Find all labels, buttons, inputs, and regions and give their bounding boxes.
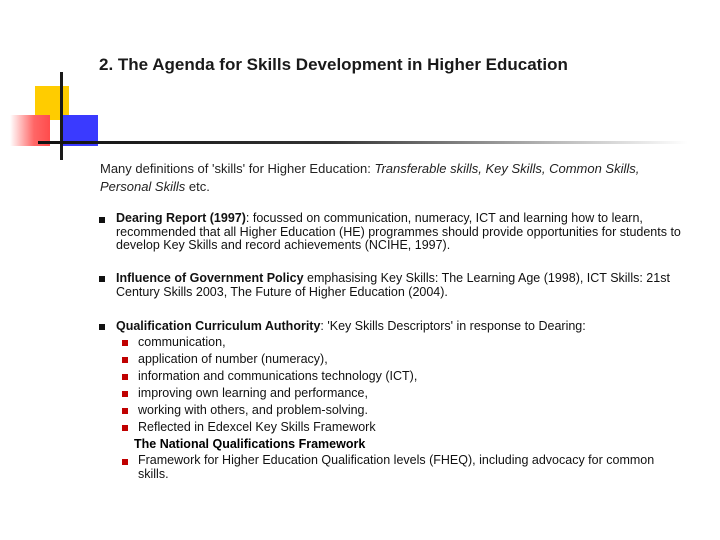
bullet-text: emphasising Key Skills: The Learning Age (1998), ICT Skills: 21st Century Skills 2003, The Future of Higher Education (2004). [116, 271, 670, 299]
bullet-icon [122, 391, 128, 397]
intro-italic: Transferable skills, Key Skills, Common Skills, Personal Skills [100, 161, 640, 194]
sub-item-working: working with others, and problem-solving. [116, 403, 668, 420]
sub-list [116, 335, 668, 481]
intro-end: etc. [185, 179, 210, 194]
bullet-icon [122, 408, 128, 414]
bullet-text: : focussed on communication, numeracy, ICT and learning how to learn, recommended that all Higher Education (HE) programmes should provide opportunities for students to develop Key Skills and record achievements (NCIHE, 1997). [116, 211, 681, 252]
bullet-icon [122, 425, 128, 431]
sub-item-ict: information and communications technology (ICT), [116, 369, 668, 386]
bullet-icon [122, 340, 128, 346]
bullet-bold: Qualification Curriculum Authority [116, 319, 321, 333]
sub-item-numeracy: application of number (numeracy), [116, 352, 668, 369]
intro-text: Many definitions of 'skills' for Higher Education: [100, 161, 375, 176]
intro-paragraph [100, 160, 680, 196]
sub-item-fheq: Framework for Higher Education Qualification levels (FHEQ), including advocacy for common skills. [116, 454, 668, 481]
bullet-icon [99, 324, 105, 330]
sub-item-communication: communication, [116, 335, 668, 352]
bullet-qca [116, 320, 686, 334]
bullet-icon [122, 459, 128, 465]
bullet-icon [99, 217, 105, 223]
bullet-icon [99, 276, 105, 282]
bullet-icon [122, 357, 128, 363]
bullet-icon [122, 374, 128, 380]
bullet-bold: Dearing Report (1997) [116, 211, 246, 225]
bullet-government-policy [116, 272, 686, 299]
decor-horizontal-line [38, 141, 688, 144]
decor-vertical-line [60, 72, 63, 160]
sub-item-learning: improving own learning and performance, [116, 386, 668, 403]
bullet-bold: Influence of Government Policy [116, 271, 304, 285]
bullet-dearing [116, 212, 686, 253]
sub-heading: The National Qualifications Framework [134, 437, 366, 451]
bullet-text: : 'Key Skills Descriptors' in response to Dearing: [320, 319, 586, 333]
page-title: 2. The Agenda for Skills Development in Higher Education [99, 55, 568, 74]
sub-item-edexcel: Reflected in Edexcel Key Skills Framework [116, 420, 668, 437]
